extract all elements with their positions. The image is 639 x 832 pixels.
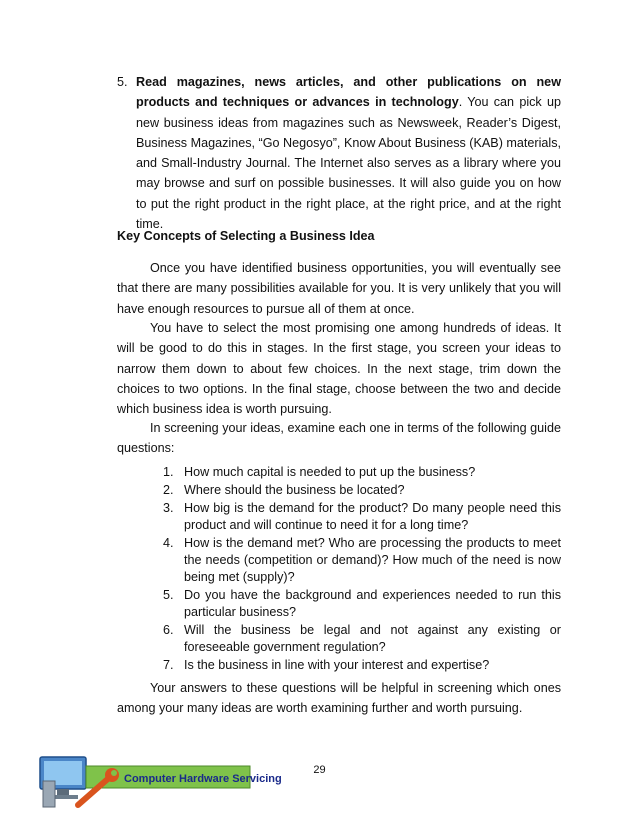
list-item-number: 4. — [163, 535, 174, 550]
list-item-text: Where should the business be located? — [184, 482, 405, 497]
paragraph-closing: Your answers to these questions will be helpful in screening which ones among your many ideas are worth examining further and worth pursuing. — [117, 681, 561, 716]
paragraph-screening-intro: In screening your ideas, examine each one in terms of the following guide questions: — [117, 421, 561, 456]
list-item — [163, 464, 561, 481]
list-item-number: 3. — [163, 500, 174, 515]
paragraph-identified-opportunities: Once you have identified business opportunities, you will eventually see that there are many possibilities available for you. It is very unlikely that you will have enough resources to pursue all of them at once. — [117, 261, 561, 316]
guide-questions-list — [163, 464, 561, 675]
list-item-text: Do you have the background and experiences needed to run this particular business? — [184, 588, 561, 620]
list-item-text: How much capital is needed to put up the business? — [184, 465, 476, 479]
tower-icon — [43, 781, 55, 807]
list-item — [163, 587, 561, 622]
list-item-text: Is the business in line with your interest and expertise? — [184, 658, 490, 673]
list-item — [163, 622, 561, 657]
paragraph-select-promising: You have to select the most promising one among hundreds of ideas. It will be good to do this in stages. In the first stage, you screen your ideas to narrow them down to about few choices. In the next stage, trim down the choices to two options. In the final stage, choose between the two and decide which business idea is worth pursuing. — [117, 321, 561, 417]
section-heading: Key Concepts of Selecting a Business Idea — [117, 229, 375, 243]
intro-item-bold-lead: Read magazines, news articles, and other publications on new products and techniques or advances in technology — [136, 75, 561, 110]
list-item-number: 5. — [163, 588, 174, 603]
list-item-number: 1. — [163, 465, 174, 479]
list-item-text: Will the business be legal and not against any existing or foreseeable government regulation? — [184, 623, 561, 655]
list-item — [163, 482, 561, 499]
page-number: 29 — [313, 764, 326, 776]
list-item — [163, 657, 561, 674]
intro-item-number: 5. — [117, 75, 128, 89]
list-item-number: 6. — [163, 623, 174, 638]
intro-item-body — [136, 72, 561, 234]
list-item-text: How big is the demand for the product? Do many people need this product and will continue to need it for a long time? — [184, 500, 561, 532]
list-item-text: How is the demand met? Who are processing the products to meet the needs (competition or demand)? How much of the need is now being met (supply)? — [184, 535, 561, 585]
banner-text: Computer Hardware Servicing — [124, 773, 282, 785]
list-item-number: 7. — [163, 658, 174, 673]
intro-list-item-5 — [117, 72, 561, 234]
intro-item-text: . You can pick up new business ideas from magazines such as Newsweek, Reader’s Digest, Business Magazines, “Go Negosyo”, Know About Business (KAB) materials, and Small-Industry Journal. The Internet also serves as a library where you may browse and surf on possible businesses. It will also guide you on how to put the right product in the right place, at the right price, and at the right time. — [136, 95, 561, 232]
list-item — [163, 535, 561, 587]
list-item-number: 2. — [163, 482, 174, 497]
list-item — [163, 500, 561, 535]
